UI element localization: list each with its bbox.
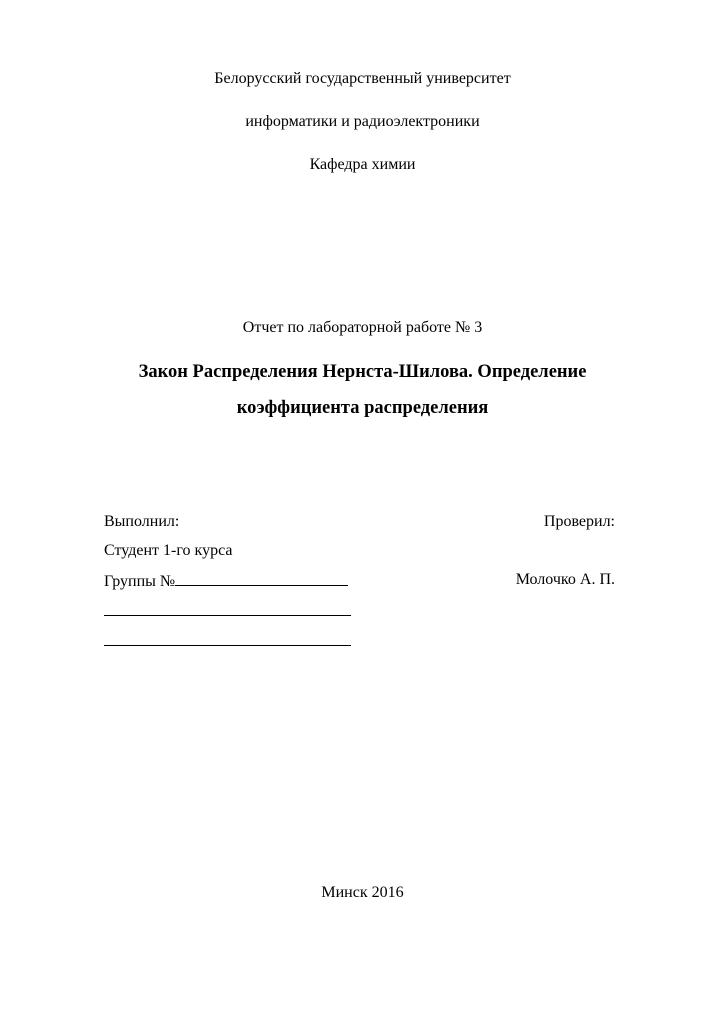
group-field: [104, 570, 348, 592]
blank-line-1: [104, 615, 351, 616]
university-name-line1: Белорусский государственный университет: [214, 70, 511, 87]
group-label: Группы №: [104, 573, 176, 590]
report-title-line1: Закон Распределения Нернста-Шилова. Определение: [138, 362, 587, 382]
report-label: Отчет по лабораторной работе № 3: [242, 319, 483, 336]
checked-by-label: Проверил:: [543, 513, 615, 530]
group-number-blank: [175, 570, 348, 586]
checker-name: Молочко А. П.: [515, 571, 615, 588]
student-course: Студент 1-го курса: [104, 542, 233, 559]
report-title-line2: коэффициента распределения: [236, 398, 489, 418]
department-name: Кафедра химии: [309, 156, 416, 173]
university-name-line2: информатики и радиоэлектроники: [245, 113, 480, 130]
blank-line-2: [104, 645, 351, 646]
performed-by-label: Выполнил:: [104, 513, 180, 530]
city-year: Минск 2016: [321, 884, 404, 901]
